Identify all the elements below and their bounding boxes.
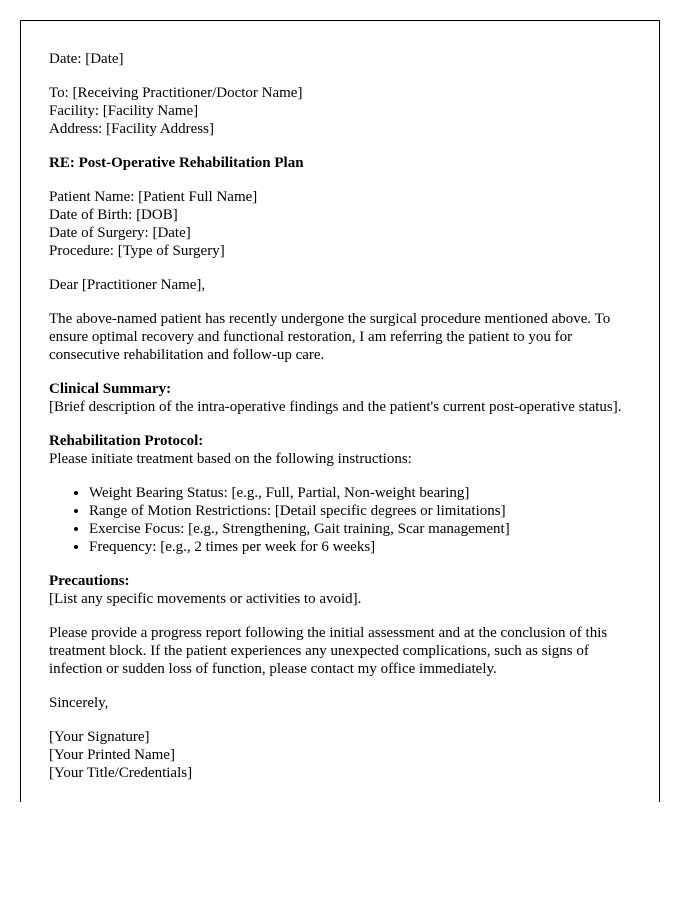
rehab-protocol-text: Please initiate treatment based on the following instructions:: [49, 451, 412, 467]
rehab-protocol-heading: Rehabilitation Protocol:: [49, 433, 204, 449]
recipient-to: To: [Receiving Practitioner/Doctor Name]: [49, 85, 303, 101]
patient-dob: Date of Birth: [DOB]: [49, 207, 178, 223]
title-line: [Your Title/Credentials]: [49, 765, 193, 781]
recipient-address: Address: [Facility Address]: [49, 121, 214, 137]
patient-surgery-date: Date of Surgery: [Date]: [49, 225, 191, 241]
closing-paragraph: Please provide a progress report following the initial assessment and at the conclusion of this treatment block. If the patient experiences any unexpected complications, such as signs of infection or sudden loss of function, please contact my office immediately.: [49, 625, 608, 677]
patient-name: Patient Name: [Patient Full Name]: [49, 189, 258, 205]
subject-line: RE: Post-Operative Rehabilitation Plan: [49, 155, 304, 171]
list-item: • Frequency: [e.g., 2 times per week for 6 weeks]: [89, 538, 631, 556]
salutation: Dear [Practitioner Name],: [49, 277, 206, 293]
precautions-heading: Precautions:: [49, 573, 130, 589]
date-line: Date: [Date]: [49, 51, 124, 67]
patient-procedure: Procedure: [Type of Surgery]: [49, 243, 225, 259]
sign-off: Sincerely,: [49, 695, 109, 711]
recipient-facility: Facility: [Facility Name]: [49, 103, 199, 119]
precautions-text: [List any specific movements or activities to avoid].: [49, 591, 362, 607]
printed-name-line: [Your Printed Name]: [49, 747, 175, 763]
clinical-summary-text: [Brief description of the intra-operative findings and the patient's current post-operative status].: [49, 399, 622, 415]
signature-block: [49, 728, 631, 782]
precautions-section: [49, 572, 631, 608]
list-item: • Range of Motion Restrictions: [Detail specific degrees or limitations]: [89, 502, 631, 520]
patient-block: [49, 188, 631, 260]
rehab-protocol-list: [49, 484, 631, 556]
clinical-summary-section: [49, 380, 631, 416]
rehab-protocol-section: [49, 432, 631, 556]
signature-line: [Your Signature]: [49, 729, 150, 745]
intro-paragraph: The above-named patient has recently undergone the surgical procedure mentioned above. To ensure optimal recovery and functional restoration, I am referring the patient to you for consecutive rehabilitation and follow-up care.: [49, 311, 611, 363]
list-item: • Exercise Focus: [e.g., Strengthening, Gait training, Scar management]: [89, 520, 631, 538]
letter-page: [20, 20, 660, 802]
list-item: • Weight Bearing Status: [e.g., Full, Partial, Non-weight bearing]: [89, 484, 631, 502]
clinical-summary-heading: Clinical Summary:: [49, 381, 172, 397]
recipient-block: [49, 84, 631, 138]
